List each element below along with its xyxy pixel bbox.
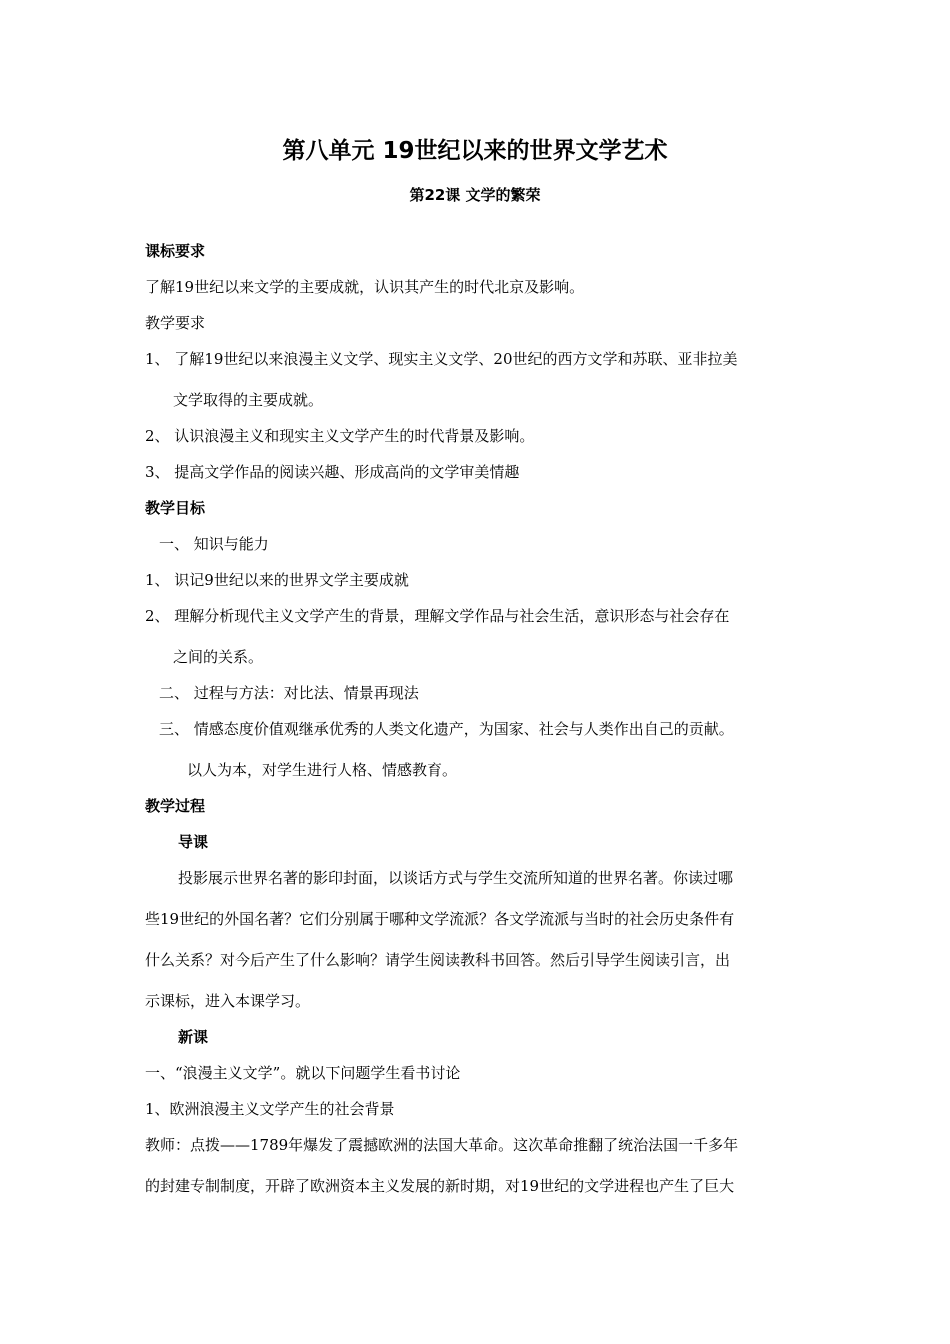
list-item-continuation: 之间的关系。 <box>173 648 264 666</box>
paragraph-line: 了解19世纪以来文学的主要成就，认识其产生的时代北京及影响。 <box>145 278 585 296</box>
paragraph-line: 一、“浪漫主义文学”。就以下问题学生看书讨论 <box>145 1064 461 1082</box>
list-item: 3、 提高文学作品的阅读兴趣、形成高尚的文学审美情趣 <box>145 463 520 481</box>
paragraph-line: 投影展示世界名著的影印封面，以谈话方式与学生交流所知道的世界名著。你读过哪 <box>178 869 734 887</box>
paragraph-line: 什么关系？对今后产生了什么影响？请学生阅读教科书回答。然后引导学生阅读引言，出 <box>145 951 731 969</box>
list-item: 2、 认识浪漫主义和现实主义文学产生的时代背景及影响。 <box>145 427 535 445</box>
subsection-heading: 三、 情感态度价值观继承优秀的人类文化遗产，为国家、社会与人类作出自己的贡献。 <box>159 720 734 738</box>
paragraph-line: 些19世纪的外国名著？它们分别属于哪种文学流派？各文学流派与当时的社会历史条件有 <box>145 910 735 928</box>
section-heading-teaching-requirements: 教学要求 <box>145 314 206 332</box>
list-item: 1、 识记9世纪以来的世界文学主要成就 <box>145 571 409 589</box>
paragraph-line: 以人为本，对学生进行人格、情感教育。 <box>187 761 458 779</box>
list-item-continuation: 文学取得的主要成就。 <box>173 391 324 409</box>
subsection-heading: 二、 过程与方法：对比法、情景再现法 <box>159 684 419 702</box>
subsection-heading: 一、 知识与能力 <box>159 535 269 553</box>
section-heading-teaching-process: 教学过程 <box>145 797 206 815</box>
subsection-heading-intro: 导课 <box>178 833 209 851</box>
section-heading-teaching-goals: 教学目标 <box>145 499 206 517</box>
list-item: 1、 了解19世纪以来浪漫主义文学、现实主义文学、20世纪的西方文学和苏联、亚非拉美 <box>145 350 738 368</box>
document-title: 第八单元 19世纪以来的世界文学艺术 <box>282 138 668 164</box>
paragraph-line: 的封建专制制度，开辟了欧洲资本主义发展的新时期，对19世纪的文学进程也产生了巨大 <box>145 1177 735 1195</box>
section-heading-curriculum-standards: 课标要求 <box>145 242 206 260</box>
paragraph-line: 示课标，进入本课学习。 <box>145 992 311 1010</box>
paragraph-line: 1、欧洲浪漫主义文学产生的社会背景 <box>145 1100 395 1118</box>
subsection-heading-new-lesson: 新课 <box>178 1028 209 1046</box>
list-item: 2、 理解分析现代主义文学产生的背景，理解文学作品与社会生活，意识形态与社会存在 <box>145 607 730 625</box>
paragraph-line: 教师：点拨——1789年爆发了震撼欧洲的法国大革命。这次革命推翻了统治法国一千多年 <box>145 1136 739 1154</box>
lesson-subtitle: 第22课 文学的繁荣 <box>409 186 541 204</box>
